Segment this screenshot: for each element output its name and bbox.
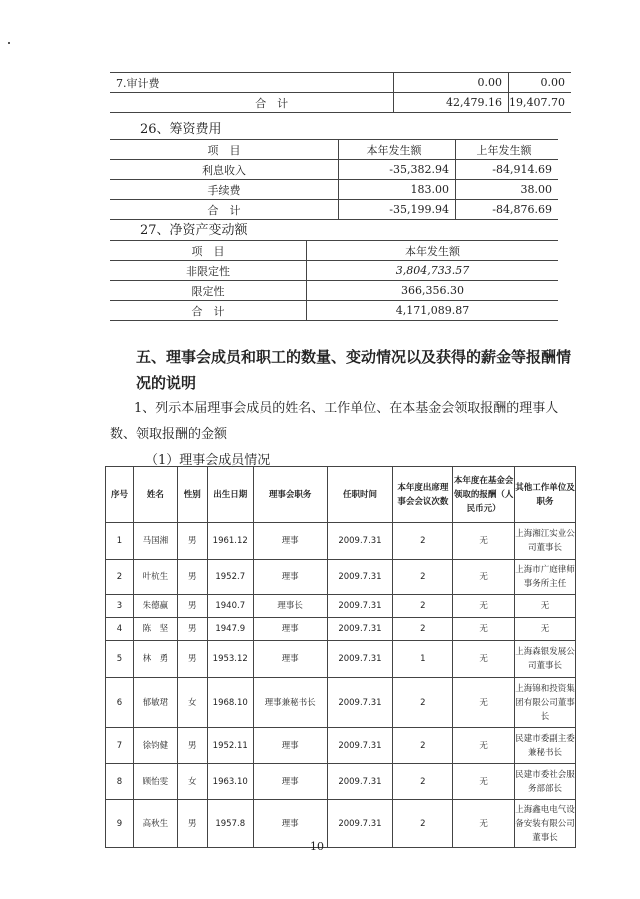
header-prior: 上年发生额	[456, 140, 559, 160]
cell-birth: 1968.10	[207, 678, 253, 728]
cell-role: 理事	[253, 560, 327, 595]
current-value: -35,199.94	[339, 200, 456, 220]
cell-name: 马国湘	[133, 523, 177, 560]
header-current: 本年发生额	[307, 241, 559, 261]
cell-birth: 1953.12	[207, 641, 253, 678]
cell-birth: 1952.7	[207, 560, 253, 595]
prior-value: 19,407.70	[509, 93, 571, 113]
net-asset-change-table	[110, 240, 558, 321]
cell-gender: 女	[177, 764, 207, 800]
cell-no: 9	[106, 800, 134, 848]
table-header-row	[110, 241, 558, 261]
cell-role: 理事	[253, 800, 327, 848]
cell-no: 6	[106, 678, 134, 728]
table-row	[106, 560, 576, 595]
header-item: 项 目	[110, 140, 339, 160]
cell-name: 高秋生	[133, 800, 177, 848]
cell-birth: 1952.11	[207, 728, 253, 764]
header-no: 序号	[106, 467, 134, 523]
current-value: 183.00	[339, 180, 456, 200]
audit-fee-table	[110, 72, 571, 113]
table-header-row	[110, 140, 558, 160]
body-paragraph: 1、列示本届理事会成员的姓名、工作单位、在本基金会领取报酬的理事人数、领取报酬的金额	[110, 401, 559, 442]
cell-name: 郁敏珺	[133, 678, 177, 728]
cell-meetings: 2	[393, 560, 453, 595]
cell-pay: 无	[453, 800, 515, 848]
row-item: 合 计	[110, 301, 307, 321]
cell-other: 民建市委社会服务部部长	[515, 764, 576, 800]
cell-meetings: 2	[393, 764, 453, 800]
row-item: 非限定性	[110, 261, 307, 281]
page-number: 10	[310, 840, 324, 853]
table-row	[106, 728, 576, 764]
cell-pay: 无	[453, 560, 515, 595]
cell-birth: 1940.7	[207, 595, 253, 618]
table-row	[106, 523, 576, 560]
cell-role: 理事	[253, 618, 327, 641]
cell-other: 上海市广庭律师事务所主任	[515, 560, 576, 595]
header-birth: 出生日期	[207, 467, 253, 523]
table-row	[110, 301, 558, 321]
subheading: （1）理事会成员情况	[145, 453, 271, 468]
cell-since: 2009.7.31	[327, 678, 393, 728]
cell-role: 理事兼秘书长	[253, 678, 327, 728]
table-row	[110, 73, 571, 93]
table-row	[110, 160, 558, 180]
financing-cost-table	[110, 139, 558, 220]
cell-gender: 男	[177, 560, 207, 595]
cell-other: 无	[515, 595, 576, 618]
cell-other: 上海鑫电电气设备安装有限公司董事长	[515, 800, 576, 848]
cell-gender: 男	[177, 641, 207, 678]
cell-no: 3	[106, 595, 134, 618]
cell-meetings: 2	[393, 595, 453, 618]
cell-meetings: 2	[393, 728, 453, 764]
table-row	[110, 200, 558, 220]
header-role: 理事会职务	[253, 467, 327, 523]
current-value: 3,804,733.57	[307, 261, 559, 281]
row-item: 手续费	[110, 180, 339, 200]
header-current: 本年发生额	[339, 140, 456, 160]
table-row	[110, 93, 571, 113]
header-meetings: 本年度出席理事会会议次数	[393, 467, 453, 523]
cell-no: 2	[106, 560, 134, 595]
cell-no: 4	[106, 618, 134, 641]
prior-value: -84,914.69	[456, 160, 559, 180]
cell-role: 理事长	[253, 595, 327, 618]
cell-meetings: 1	[393, 641, 453, 678]
cell-since: 2009.7.31	[327, 560, 393, 595]
cell-no: 1	[106, 523, 134, 560]
table-row	[106, 641, 576, 678]
cell-pay: 无	[453, 678, 515, 728]
cell-other: 上海锦和投资集团有限公司董事长	[515, 678, 576, 728]
current-value: 4,171,089.87	[307, 301, 559, 321]
row-item: 合 计	[110, 200, 339, 220]
cell-role: 理事	[253, 641, 327, 678]
header-other: 其他工作单位及职务	[515, 467, 576, 523]
section-27-title: 27、净资产变动额	[140, 223, 248, 238]
table-row	[106, 800, 576, 848]
cell-gender: 男	[177, 618, 207, 641]
cell-pay: 无	[453, 618, 515, 641]
cell-since: 2009.7.31	[327, 618, 393, 641]
header-pay: 本年度在基金会领取的报酬（人民币元）	[453, 467, 515, 523]
table-row	[110, 180, 558, 200]
cell-birth: 1947.9	[207, 618, 253, 641]
current-value: 0.00	[394, 73, 509, 93]
cell-name: 徐钧健	[133, 728, 177, 764]
board-members-table	[105, 466, 576, 848]
cell-name: 顾怡雯	[133, 764, 177, 800]
cell-meetings: 2	[393, 523, 453, 560]
row-label: 合 计	[110, 93, 394, 113]
section-heading: 五、理事会成员和职工的数量、变动情况以及获得的薪金等报酬情况的说明	[136, 348, 572, 392]
cell-no: 5	[106, 641, 134, 678]
row-label: 7.审计费	[110, 73, 394, 93]
cell-pay: 无	[453, 595, 515, 618]
header-item: 项 目	[110, 241, 307, 261]
scan-speck	[8, 42, 10, 44]
current-value: 42,479.16	[394, 93, 509, 113]
row-item: 利息收入	[110, 160, 339, 180]
cell-gender: 男	[177, 728, 207, 764]
prior-value: -84,876.69	[456, 200, 559, 220]
cell-other: 无	[515, 618, 576, 641]
table-row	[106, 764, 576, 800]
cell-meetings: 2	[393, 800, 453, 848]
cell-gender: 男	[177, 800, 207, 848]
cell-gender: 女	[177, 678, 207, 728]
cell-other: 民建市委副主委兼秘书长	[515, 728, 576, 764]
cell-other: 上海森银发展公司董事长	[515, 641, 576, 678]
cell-name: 朱德赢	[133, 595, 177, 618]
cell-name: 叶杭生	[133, 560, 177, 595]
table-row	[110, 261, 558, 281]
cell-name: 陈 坚	[133, 618, 177, 641]
cell-meetings: 2	[393, 618, 453, 641]
cell-no: 8	[106, 764, 134, 800]
cell-pay: 无	[453, 523, 515, 560]
prior-value: 0.00	[509, 73, 571, 93]
cell-no: 7	[106, 728, 134, 764]
header-since: 任职时间	[327, 467, 393, 523]
cell-since: 2009.7.31	[327, 523, 393, 560]
cell-pay: 无	[453, 641, 515, 678]
cell-other: 上海湘江实业公司董事长	[515, 523, 576, 560]
cell-birth: 1961.12	[207, 523, 253, 560]
current-value: 366,356.30	[307, 281, 559, 301]
cell-meetings: 2	[393, 678, 453, 728]
cell-birth: 1963.10	[207, 764, 253, 800]
table-row	[106, 595, 576, 618]
table-row	[106, 618, 576, 641]
table-header-row	[106, 467, 576, 523]
cell-role: 理事	[253, 523, 327, 560]
cell-since: 2009.7.31	[327, 764, 393, 800]
cell-since: 2009.7.31	[327, 641, 393, 678]
table-row	[106, 678, 576, 728]
cell-since: 2009.7.31	[327, 800, 393, 848]
prior-value: 38.00	[456, 180, 559, 200]
cell-pay: 无	[453, 728, 515, 764]
cell-gender: 男	[177, 595, 207, 618]
cell-role: 理事	[253, 728, 327, 764]
cell-gender: 男	[177, 523, 207, 560]
cell-role: 理事	[253, 764, 327, 800]
table-row	[110, 281, 558, 301]
header-gender: 性别	[177, 467, 207, 523]
cell-since: 2009.7.31	[327, 728, 393, 764]
row-item: 限定性	[110, 281, 307, 301]
header-name: 姓名	[133, 467, 177, 523]
current-value: -35,382.94	[339, 160, 456, 180]
cell-birth: 1957.8	[207, 800, 253, 848]
cell-pay: 无	[453, 764, 515, 800]
section-26-title: 26、筹资费用	[140, 122, 222, 137]
cell-since: 2009.7.31	[327, 595, 393, 618]
cell-name: 林 勇	[133, 641, 177, 678]
